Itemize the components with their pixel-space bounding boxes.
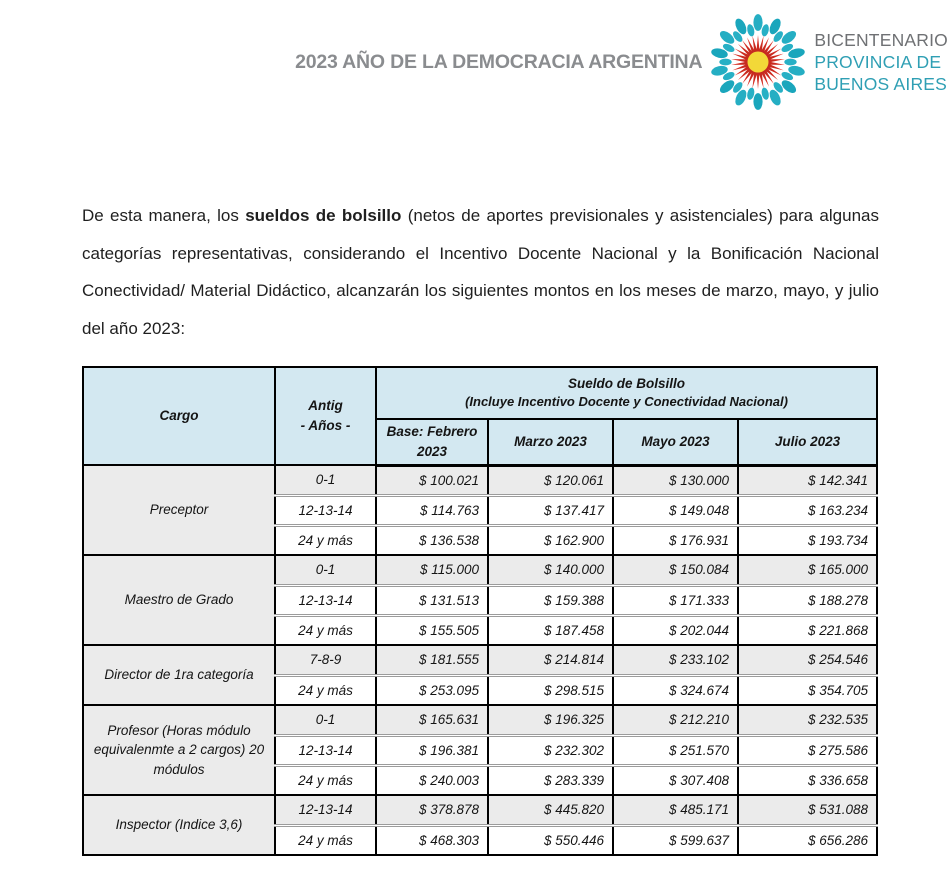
col-header-mayo: Mayo 2023 [613, 419, 738, 465]
antiguedad-cell: 24 y más [275, 615, 376, 645]
intro-paragraph [82, 197, 879, 347]
amount-cell: $ 232.302 [488, 735, 613, 765]
amount-cell: $ 336.658 [738, 765, 877, 795]
intro-text-bold: sueldos de bolsillo [245, 206, 402, 225]
amount-cell: $ 221.868 [738, 615, 877, 645]
salary-table-body [83, 465, 877, 855]
page-header [295, 12, 948, 112]
logo-wordmark [814, 29, 948, 95]
amount-cell: $ 253.095 [376, 675, 488, 705]
amount-cell: $ 165.631 [376, 705, 488, 735]
amount-cell: $ 445.820 [488, 795, 613, 825]
amount-cell: $ 307.408 [613, 765, 738, 795]
amount-cell: $ 120.061 [488, 465, 613, 495]
bicentenario-logo-icon [708, 12, 808, 112]
antiguedad-cell: 24 y más [275, 765, 376, 795]
amount-cell: $ 240.003 [376, 765, 488, 795]
amount-cell: $ 324.674 [613, 675, 738, 705]
logo-line-provincia: PROVINCIA DE [814, 52, 942, 72]
amount-cell: $ 163.234 [738, 495, 877, 525]
amount-cell: $ 130.000 [613, 465, 738, 495]
amount-cell: $ 599.637 [613, 825, 738, 855]
amount-cell: $ 283.339 [488, 765, 613, 795]
cargo-cell: Inspector (Indice 3,6) [83, 795, 275, 855]
sueldo-group-title: Sueldo de Bolsillo [568, 375, 686, 391]
amount-cell: $ 114.763 [376, 495, 488, 525]
salary-table [82, 366, 878, 856]
amount-cell: $ 171.333 [613, 585, 738, 615]
amount-cell: $ 485.171 [613, 795, 738, 825]
amount-cell: $ 155.505 [376, 615, 488, 645]
col-header-cargo: Cargo [83, 367, 275, 465]
amount-cell: $ 254.546 [738, 645, 877, 675]
amount-cell: $ 136.538 [376, 525, 488, 555]
table-row [83, 705, 877, 735]
amount-cell: $ 188.278 [738, 585, 877, 615]
amount-cell: $ 137.417 [488, 495, 613, 525]
antiguedad-cell: 24 y más [275, 825, 376, 855]
antiguedad-cell: 12-13-14 [275, 495, 376, 525]
table-row [83, 465, 877, 495]
antiguedad-cell: 24 y más [275, 525, 376, 555]
sueldo-group-subtitle: (Incluye Incentivo Docente y Conectividad Nacional) [465, 394, 788, 410]
amount-cell: $ 232.535 [738, 705, 877, 735]
amount-cell: $ 196.325 [488, 705, 613, 735]
amount-cell: $ 656.286 [738, 825, 877, 855]
amount-cell: $ 181.555 [376, 645, 488, 675]
table-row [83, 795, 877, 825]
amount-cell: $ 115.000 [376, 555, 488, 585]
amount-cell: $ 378.878 [376, 795, 488, 825]
cargo-cell: Maestro de Grado [83, 555, 275, 645]
amount-cell: $ 131.513 [376, 585, 488, 615]
amount-cell: $ 187.458 [488, 615, 613, 645]
table-row [83, 645, 877, 675]
col-group-header-sueldo [376, 367, 877, 419]
logo-line-buenos-aires: BUENOS AIRES [814, 74, 948, 94]
page-title: 2023 AÑO DE LA DEMOCRACIA ARGENTINA [295, 50, 703, 73]
amount-cell: $ 150.084 [613, 555, 738, 585]
col-header-base-febrero: Base: Febrero 2023 [376, 419, 488, 465]
antig-label-line2: - Años - [300, 418, 351, 433]
amount-cell: $ 233.102 [613, 645, 738, 675]
amount-cell: $ 193.734 [738, 525, 877, 555]
logo-line-bicentenario: BICENTENARIO [814, 30, 948, 50]
antiguedad-cell: 0-1 [275, 555, 376, 585]
cargo-cell: Preceptor [83, 465, 275, 555]
amount-cell: $ 214.814 [488, 645, 613, 675]
amount-cell: $ 251.570 [613, 735, 738, 765]
amount-cell: $ 202.044 [613, 615, 738, 645]
amount-cell: $ 149.048 [613, 495, 738, 525]
antiguedad-cell: 7-8-9 [275, 645, 376, 675]
table-row [83, 555, 877, 585]
antig-label-line1: Antig [308, 398, 343, 414]
antiguedad-cell: 0-1 [275, 465, 376, 495]
col-header-julio: Julio 2023 [738, 419, 877, 465]
antiguedad-cell: 24 y más [275, 675, 376, 705]
amount-cell: $ 212.210 [613, 705, 738, 735]
amount-cell: $ 196.381 [376, 735, 488, 765]
amount-cell: $ 275.586 [738, 735, 877, 765]
cargo-cell: Profesor (Horas módulo equivalenmte a 2 cargos) 20 módulos [83, 705, 275, 795]
amount-cell: $ 165.000 [738, 555, 877, 585]
antiguedad-cell: 12-13-14 [275, 585, 376, 615]
antiguedad-cell: 12-13-14 [275, 795, 376, 825]
cargo-cell: Director de 1ra categoría [83, 645, 275, 705]
amount-cell: $ 354.705 [738, 675, 877, 705]
amount-cell: $ 142.341 [738, 465, 877, 495]
antiguedad-cell: 0-1 [275, 705, 376, 735]
salary-table-head [83, 367, 877, 465]
amount-cell: $ 176.931 [613, 525, 738, 555]
intro-text-end: (netos de aportes previsionales y asistenciales) para algunas categorías representativas, considerando el Incentivo Docente Nacional y la Bonificación Nacional Conectividad/ Material Didáctico, alcanzarán los siguientes montos en los meses de marzo, mayo, y julio del año 2023: [82, 206, 879, 338]
amount-cell: $ 140.000 [488, 555, 613, 585]
amount-cell: $ 100.021 [376, 465, 488, 495]
amount-cell: $ 550.446 [488, 825, 613, 855]
amount-cell: $ 159.388 [488, 585, 613, 615]
amount-cell: $ 468.303 [376, 825, 488, 855]
amount-cell: $ 162.900 [488, 525, 613, 555]
col-header-antiguedad [275, 367, 376, 465]
antiguedad-cell: 12-13-14 [275, 735, 376, 765]
intro-text-start: De esta manera, los [82, 206, 246, 225]
amount-cell: $ 531.088 [738, 795, 877, 825]
amount-cell: $ 298.515 [488, 675, 613, 705]
col-header-marzo: Marzo 2023 [488, 419, 613, 465]
